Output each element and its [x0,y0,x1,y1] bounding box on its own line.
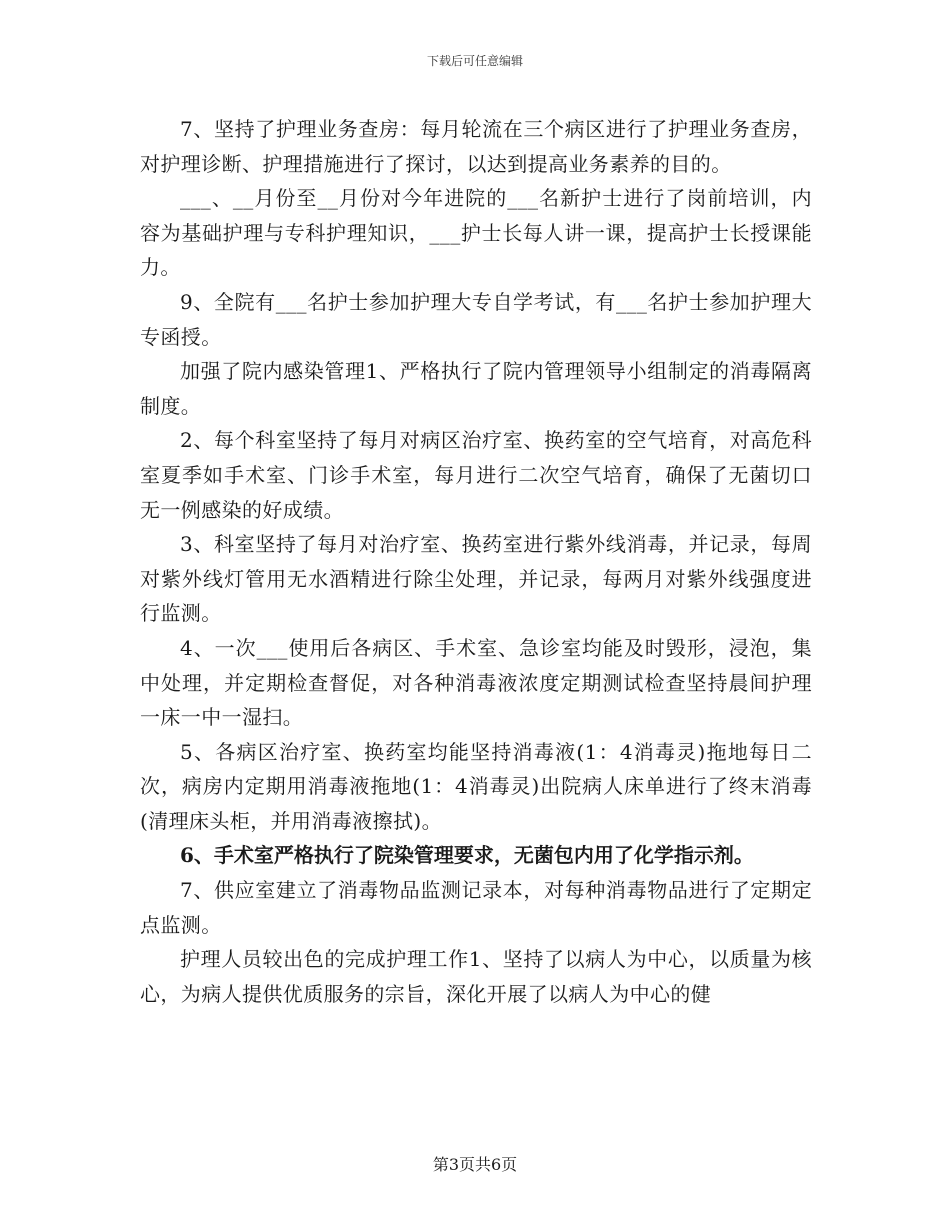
paragraph-infection-control: 加强了院内感染管理1、严格执行了院内管理领导小组制定的消毒隔离制度。 [140,359,812,418]
paragraph-new-nurse-training: ___、__月份至__月份对今年进院的___名新护士进行了岗前培训，内容为基础护理与专科护理知识，___护士长每人讲一课，提高护士长授课能力。 [140,186,812,280]
paragraph-floor-disinfection: 5、各病区治疗室、换药室均能坚持消毒液(1：4消毒灵)拖地每日二次，病房内定期用消毒液拖地(1：4消毒灵)出院病人床单进行了终末消毒(清理床头柜，并用消毒液擦拭)。 [140,739,812,833]
paragraph-operating-room: 6、手术室严格执行了院染管理要求，无菌包内用了化学指示剂。 [180,843,754,868]
paragraph-patient-centered: 护理人员较出色的完成护理工作1、坚持了以病人为中心，以质量为核心，为病人提供优质服务的宗旨，深化开展了以病人为中心的健 [140,947,812,1006]
document-body [140,112,812,1011]
page-number: 第3页共6页 [432,1155,518,1174]
paragraph-disposal: 4、一次___使用后各病区、手术室、急诊室均能及时毁形，浸泡，集中处理，并定期检查督促，对各种消毒液浓度定期测试检查坚持晨间护理一床一中一湿扫。 [140,635,812,730]
paragraph-uv-disinfection: 3、科室坚持了每月对治疗室、换药室进行紫外线消毒，并记录，每周对紫外线灯管用无水酒精进行除尘处理，并记录，每两月对紫外线强度进行监测。 [140,532,812,626]
page-header: 下载后可任意编辑 [426,54,523,68]
paragraph-air-culture: 2、每个科室坚持了每月对病区治疗室、换药室的空气培育，对高危科室夏季如手术室、门诊手术室，每月进行二次空气培育，确保了无菌切口无一例感染的好成绩。 [140,428,812,522]
paragraph-college-exam: 9、全院有___名护士参加护理大专自学考试，有___名护士参加护理大专函授。 [140,289,812,349]
paragraph-supply-room: 7、供应室建立了消毒物品监测记录本，对每种消毒物品进行了定期定点监测。 [140,878,812,937]
paragraph-ward-rounds: 7、坚持了护理业务查房：每月轮流在三个病区进行了护理业务查房，对护理诊断、护理措施进行了探讨，以达到提高业务素养的目的。 [140,117,812,176]
